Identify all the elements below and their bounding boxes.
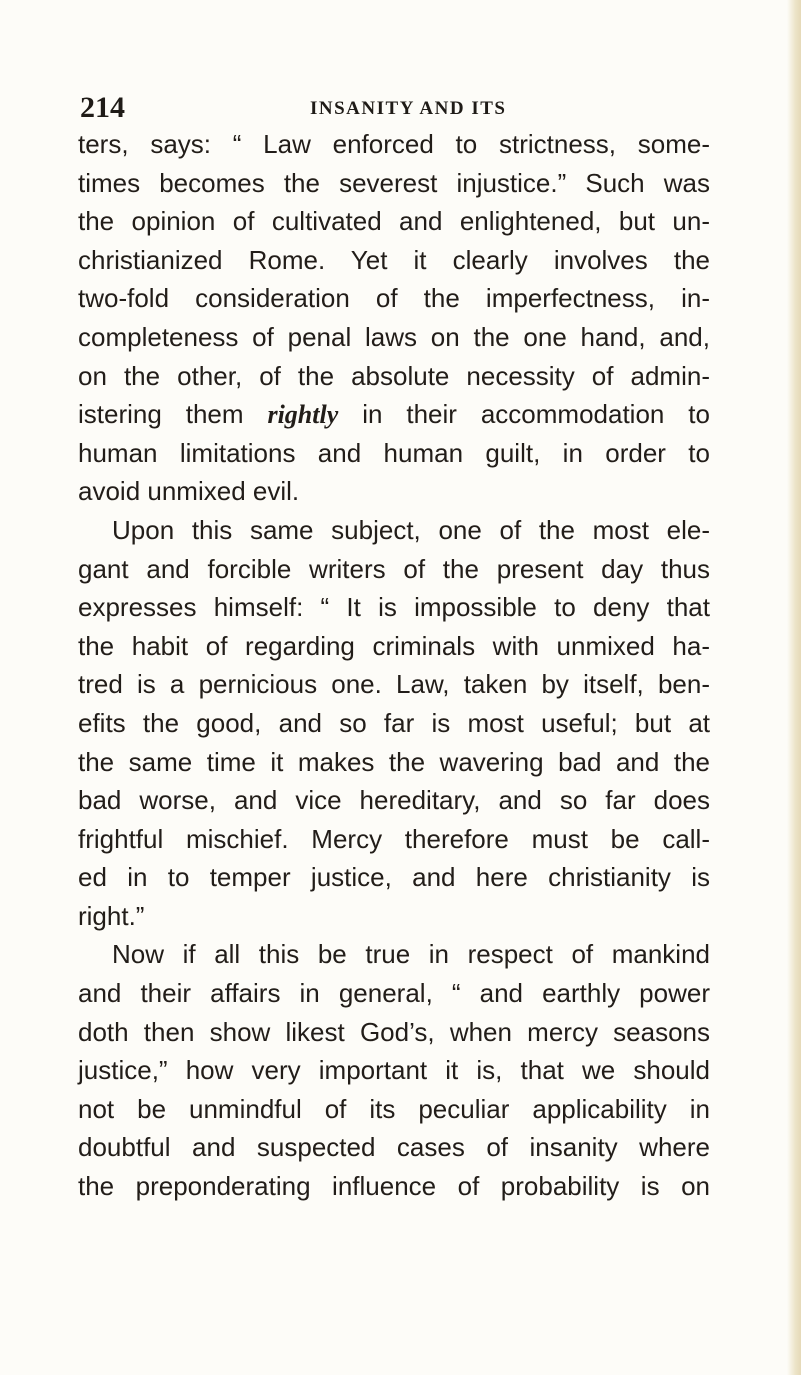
page-header xyxy=(80,88,720,128)
text-line: the same time it makes the wavering bad and the xyxy=(78,746,710,777)
text-line: and their affairs in general, “ and earthly power xyxy=(78,978,710,1009)
text-fragment: istering them xyxy=(78,399,244,430)
text-line: completeness of penal laws on the one hand, and, xyxy=(78,321,710,352)
text-line: times becomes the severest injustice.” Such was xyxy=(78,167,710,198)
text-line: expresses himself: “ It is impossible to deny that xyxy=(78,592,710,623)
text-line: two-fold consideration of the imperfectness, in- xyxy=(78,283,710,314)
running-head: INSANITY AND ITS xyxy=(310,98,507,119)
text-line: ters, says: “ Law enforced to strictness, some- xyxy=(78,129,710,159)
text-line: on the other, of the absolute necessity of admin- xyxy=(78,360,710,391)
text-line: ed in to temper justice, and here christianity is xyxy=(78,862,710,893)
page-edge-shadow xyxy=(787,0,801,1375)
page-number: 214 xyxy=(80,91,125,124)
text-line: the preponderating influence of probability is on xyxy=(78,1171,710,1202)
text-line: human limitations and human guilt, in order to xyxy=(78,437,710,468)
text-line: gant and forcible writers of the present day thus xyxy=(78,553,710,584)
text-line: tred is a pernicious one. Law, taken by itself, ben- xyxy=(78,669,710,700)
text-line: doubtful and suspected cases of insanity where xyxy=(78,1132,710,1163)
text-fragment: in their accommodation to xyxy=(362,399,710,430)
text-line: frightful mischief. Mercy therefore must be call- xyxy=(78,823,710,854)
text-line: doth then show likest God’s, when mercy seasons xyxy=(78,1016,710,1047)
text-line-with-italic xyxy=(78,395,710,434)
text-line: justice,” how very important it is, that we should xyxy=(78,1055,710,1086)
text-line: Now if all this be true in respect of mankind xyxy=(112,939,710,970)
body-text xyxy=(78,125,710,1206)
text-line: the opinion of cultivated and enlightened, but un- xyxy=(78,206,710,237)
italic-emphasis: rightly xyxy=(267,400,339,430)
text-line: avoid unmixed evil. xyxy=(78,476,300,507)
text-line: christianized Rome. Yet it clearly involves the xyxy=(78,244,710,275)
text-line: not be unmindful of its peculiar applicability in xyxy=(78,1093,710,1124)
text-line: right.” xyxy=(78,900,145,931)
text-line: the habit of regarding criminals with unmixed ha- xyxy=(78,630,710,661)
text-line: bad worse, and vice hereditary, and so far does xyxy=(78,785,710,816)
text-line: efits the good, and so far is most useful; but at xyxy=(78,707,710,738)
text-line: Upon this same subject, one of the most ele- xyxy=(112,514,710,545)
